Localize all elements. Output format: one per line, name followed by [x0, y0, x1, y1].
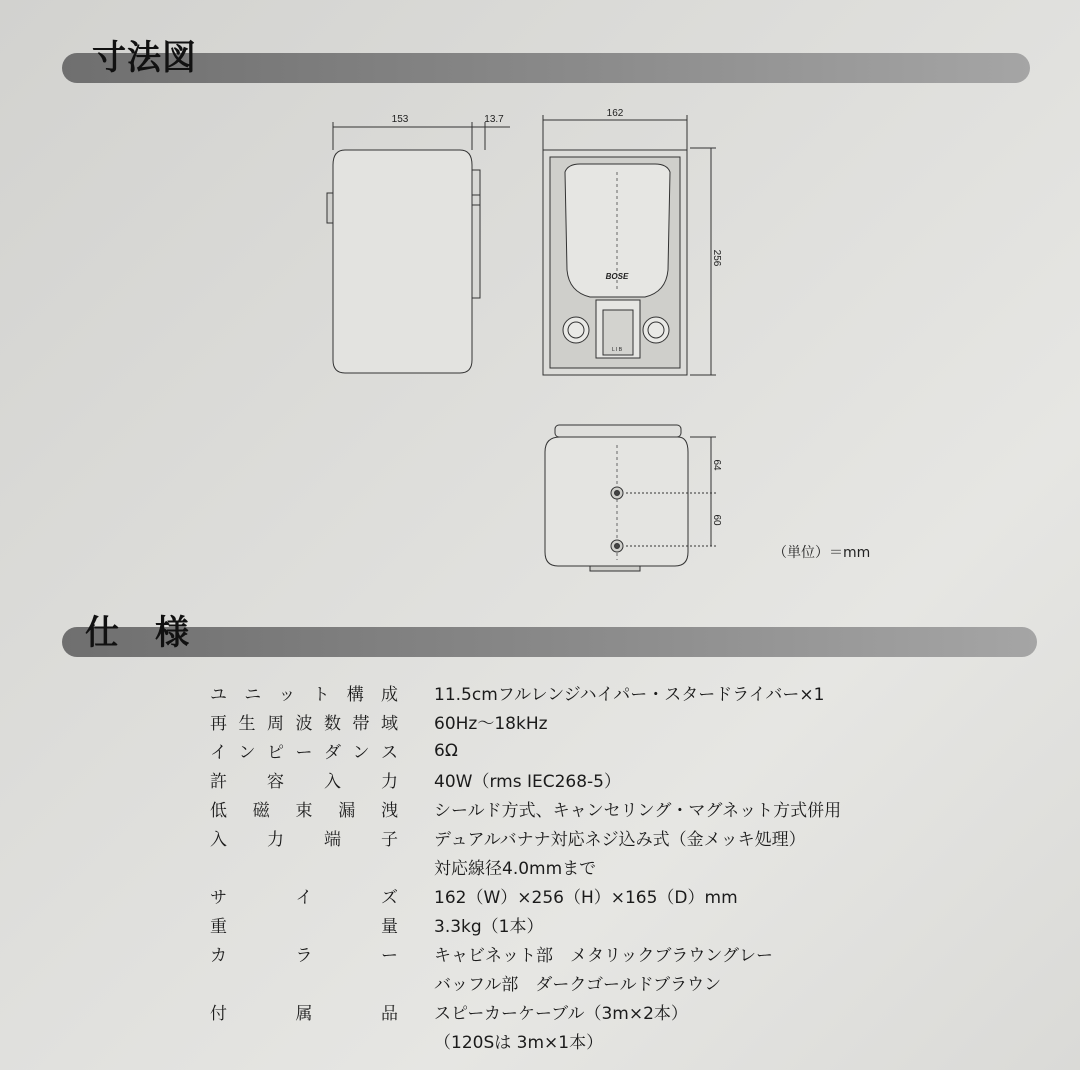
side-view: [327, 122, 510, 373]
spec-value: （120Sは 3m×1本）: [434, 1033, 604, 1053]
spec-row: [210, 852, 841, 881]
spec-label: カ ラ ー: [210, 946, 398, 966]
spec-value: デュアルバナナ対応ネジ込み式（金メッキ処理）: [434, 830, 806, 850]
spec-row: [210, 997, 841, 1026]
spec-value: 11.5cmフルレンジハイパー・スタードライバー×1: [434, 685, 825, 705]
spec-label: イ ン ピ ー ダ ン ス: [210, 743, 398, 763]
dim-bracket-depth: 13.7: [484, 114, 504, 125]
spec-label: 入 力 端 子: [210, 830, 398, 850]
dim-front-height: 256: [711, 249, 722, 267]
spec-value: 対応線径4.0mmまで: [434, 859, 597, 879]
front-view: [543, 115, 716, 375]
spec-row: [210, 765, 841, 794]
spec-section-title: 仕 様: [85, 613, 190, 653]
terminal-label: L I B: [611, 347, 623, 353]
spec-row: [210, 1026, 841, 1055]
spec-label: 再 生 周 波 数 帯 域: [210, 714, 398, 734]
dim-side-depth: 153: [391, 114, 409, 125]
dimension-section-title: 寸法図: [92, 38, 197, 78]
spec-value: キャビネット部 メタリックブラウングレー: [434, 946, 773, 966]
spec-label: 低 磁 束 漏 洩: [210, 801, 398, 821]
spec-value: シールド方式、キャンセリング・マグネット方式併用: [434, 801, 842, 821]
spec-row: [210, 939, 841, 968]
spec-value: 60Hz〜18kHz: [434, 714, 548, 734]
bose-logo: BOSE: [605, 272, 629, 281]
spec-value: 6Ω: [434, 740, 458, 761]
spec-row: [210, 707, 841, 736]
spec-row: [210, 678, 841, 707]
spec-row: [210, 736, 841, 765]
spec-label: 重 量: [210, 917, 398, 937]
spec-table: [210, 678, 841, 1055]
spec-value: スピーカーケーブル（3m×2本）: [434, 1004, 688, 1024]
spec-label: 許 容 入 力: [210, 772, 398, 792]
spec-row: [210, 881, 841, 910]
spec-value: バッフル部 ダークゴールドブラウン: [434, 975, 722, 995]
dim-front-width: 162: [606, 108, 624, 119]
spec-row: [210, 823, 841, 852]
spec-value: 40W（rms IEC268-5）: [434, 772, 621, 792]
dim-mount-top: 64: [711, 459, 722, 471]
spec-section-bar: [62, 627, 1037, 657]
spec-row: [210, 968, 841, 997]
back-view: [545, 425, 716, 571]
spec-label: サ イ ズ: [210, 888, 398, 908]
spec-row: [210, 910, 841, 939]
spec-value: 3.3kg（1本）: [434, 917, 544, 937]
unit-note: （単位）＝mm: [773, 545, 871, 561]
spec-label: 付 属 品: [210, 1004, 398, 1024]
spec-label: ユ ニ ッ ト 構 成: [210, 685, 398, 705]
spec-row: [210, 794, 841, 823]
dim-mount-spacing: 60: [711, 514, 722, 526]
spec-value: 162（W）×256（H）×165（D）mm: [434, 888, 738, 908]
